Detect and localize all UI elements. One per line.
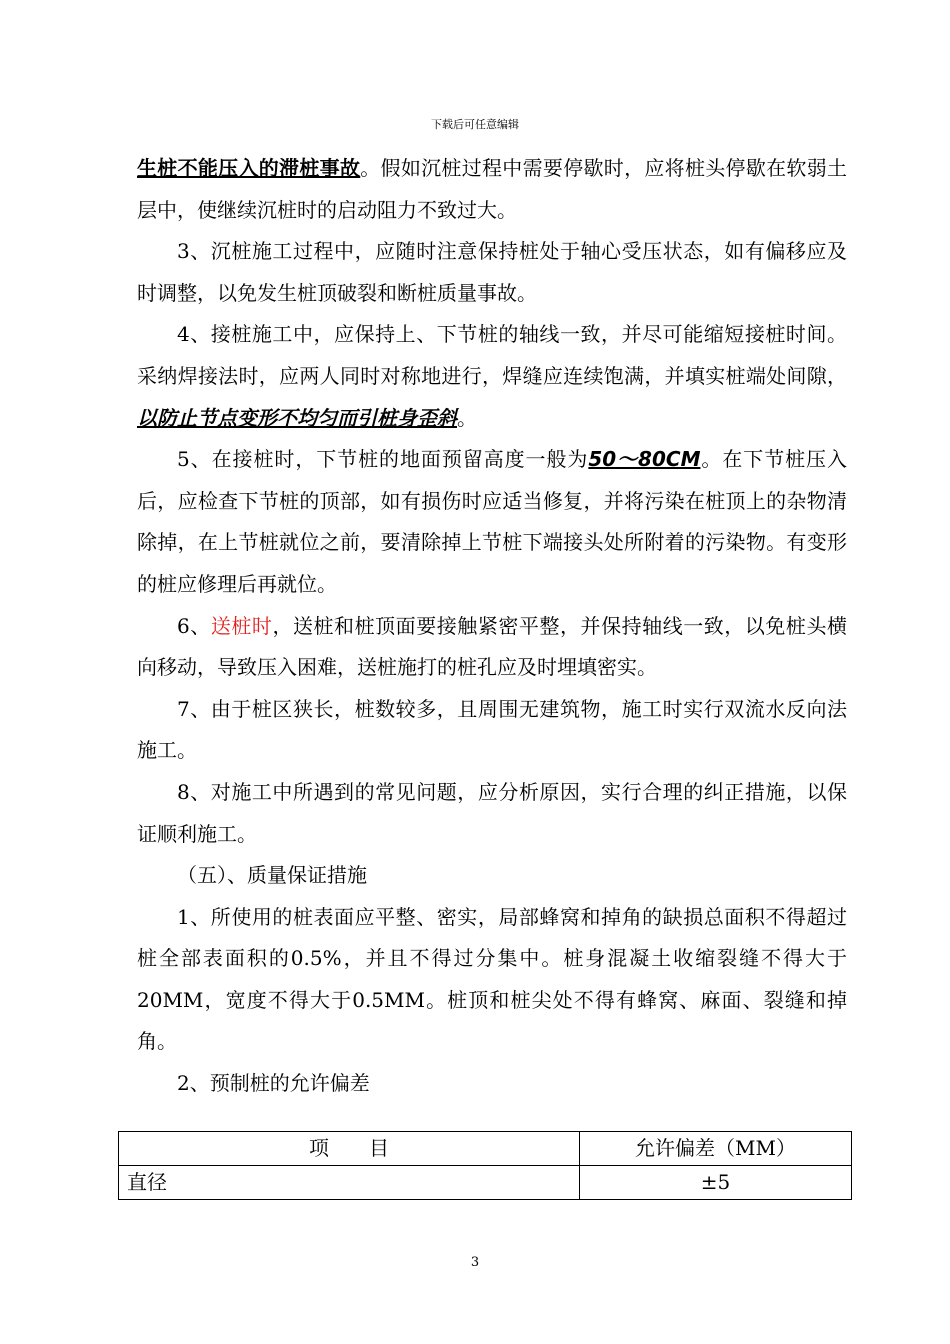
page-header: 下载后可任意编辑 [431,118,519,131]
tolerance-table [118,1131,852,1200]
emphasized-text: 50～80CM [588,447,701,472]
section-heading [137,855,847,897]
table-header-cell: 项 目 [119,1132,580,1166]
red-highlight-text: 送桩时 [210,613,273,638]
table-header-cell: 允许偏差（MM） [580,1132,852,1166]
paragraph-text: 2、预制桩的允许偏差 [177,1071,370,1096]
paragraph-prefix: 6、 [177,613,211,638]
paragraph-end: 。 [457,405,477,430]
page-number: 3 [470,1255,480,1270]
paragraph-text: 8、对施工中所遇到的常见问题，应分析原因，实行合理的纠正措施，以保证顺利施工。 [137,779,847,846]
paragraph-item-3 [137,231,847,314]
table-row [119,1166,852,1200]
paragraph-item-8 [137,772,847,855]
document-body [137,148,847,1105]
emphasized-text: 以防止节点变形不均匀而引桩身歪斜 [137,405,457,430]
paragraph-item-4 [137,314,847,439]
paragraph-item-5 [137,439,847,605]
paragraph-text: 1、所使用的桩表面应平整、密实，局部蜂窝和掉角的缺损总面积不得超过桩全部表面积的0.5%，并且不得过分集中。桩身混凝土收缩裂缝不得大于20MM，宽度不得大于0.5MM。桩顶和桩尖处不得有蜂窝、麻面、裂缝和掉角。 [137,904,847,1054]
paragraph-item-7 [137,689,847,772]
table-cell: ±5 [580,1166,852,1200]
emphasized-text: 生桩不能压入的滞桩事故 [137,156,361,180]
paragraph-end: 。在下节桩压入后，应检查下节桩的顶部，如有损伤时应适当修复，并将污染在桩顶上的杂物清除掉，在上节桩就位之前，要清除掉上节桩下端接头处所附着的污染物。有变形的桩应修理后再就位。 [137,447,847,596]
paragraph-text: 。假如沉桩过程中需要停歇时，应将桩头停歇在软弱土层中，使继续沉桩时的启动阻力不致过大。 [137,156,848,222]
table-cell: 直径 [119,1166,580,1200]
paragraph-quality-2 [137,1063,847,1105]
section-heading-text: （五）、质量保证措施 [177,863,367,888]
paragraph-text: ，送桩和桩顶面要接触紧密平整，并保持轴线一致，以免桩头横向移动，导致压入困难，送桩施打的桩孔应及时埋填密实。 [137,613,848,680]
table-header-row [119,1132,852,1166]
paragraph-text: 4、接桩施工中，应保持上、下节桩的轴线一致，并尽可能缩短接桩时间。采纳焊接法时，应两人同时对称地进行，焊缝应连续饱满，并填实桩端处间隙， [137,322,847,388]
paragraph-text: 7、由于桩区狭长，桩数较多，且周围无建筑物，施工时实行双流水反向法施工。 [137,696,847,763]
paragraph-continuation [137,148,847,231]
paragraph-quality-1 [137,897,847,1063]
paragraph-text: 3、沉桩施工过程中，应随时注意保持桩处于轴心受压状态，如有偏移应及时调整，以免发生桩顶破裂和断桩质量事故。 [137,239,847,305]
paragraph-text: 5、在接桩时，下节桩的地面预留高度一般为 [177,447,589,472]
paragraph-item-6 [137,606,847,689]
